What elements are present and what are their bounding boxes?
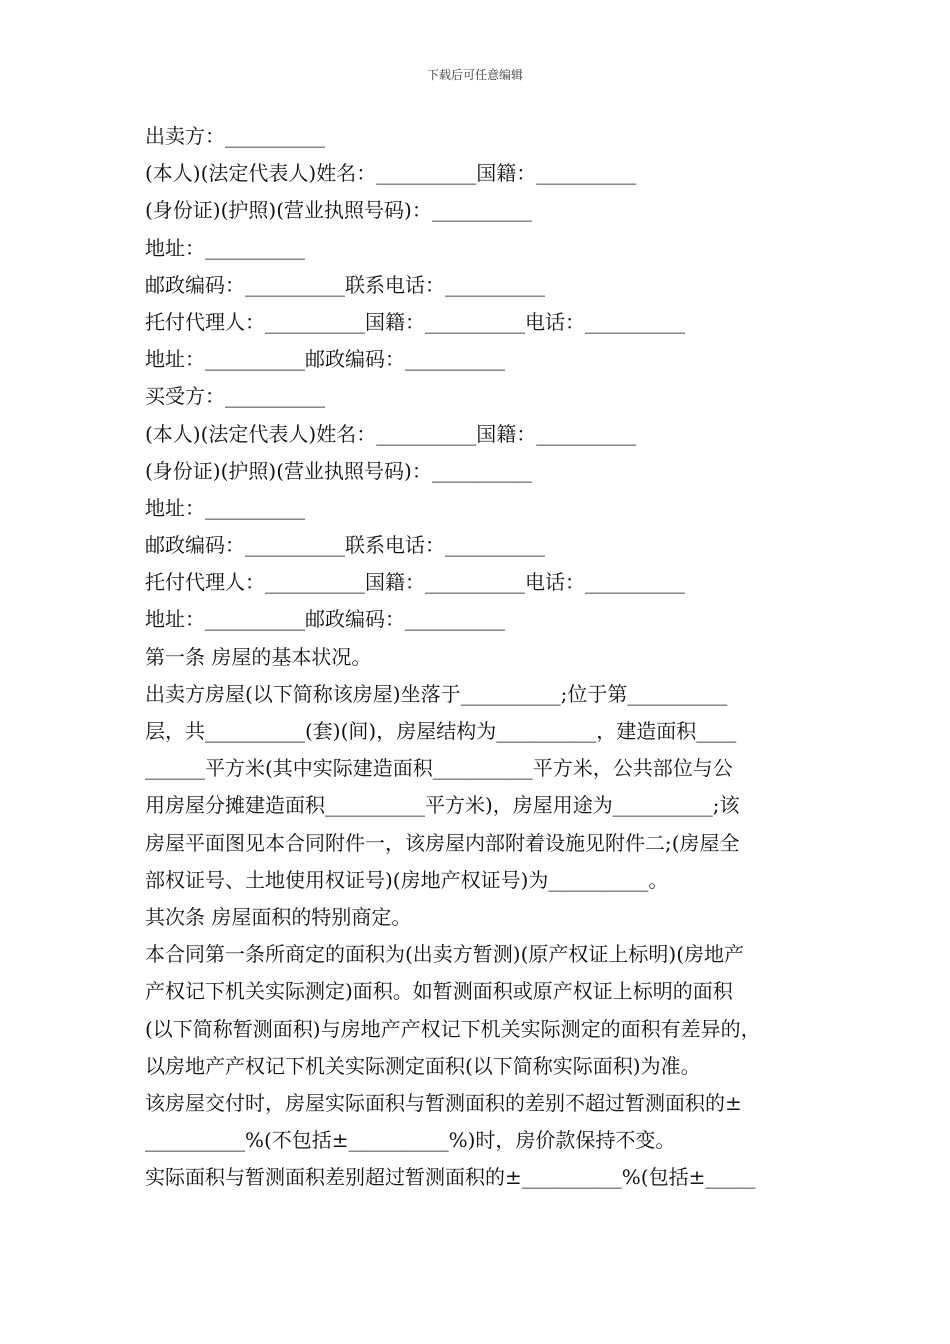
article-two-text-line: 产权记下机关实际测定)面积。如暂测面积或原产权证上标明的面积 [145,979,733,1004]
article-one-text-line: ______平方米(其中实际建造面积__________平方米，公共部位与公 [145,756,733,781]
buyer-id-line: (身份证)(护照)(营业执照号码)：__________ [145,458,532,483]
article-one-text-line: 出卖方房屋(以下简称该房屋)坐落于__________;位于第__________ [145,681,728,706]
article-one-text-line: 用房屋分摊建造面积__________平方米)，房屋用途为__________;该 [145,793,740,818]
article-one-text-line: 层，共__________(套)(间)，房屋结构为__________，建造面积____ [145,719,737,743]
seller-id-line: (身份证)(护照)(营业执照号码)：__________ [145,198,532,223]
buyer-agent-line: 托付代理人：__________国籍：__________电话：__________ [145,570,685,595]
article-two-heading: 其次条 房屋面积的特别商定。 [145,904,412,929]
document-body [145,118,815,1196]
seller-label-line: 出卖方：__________ [145,124,325,148]
buyer-agent-address-line: 地址：__________邮政编码：__________ [145,607,505,632]
article-two-text-line: 本合同第一条所商定的面积为(出卖方暂测)(原产权证上标明)(房地产 [145,942,745,967]
seller-agent-line: 托付代理人：__________国籍：__________电话：__________ [145,309,685,334]
buyer-address-line: 地址：__________ [145,495,305,520]
article-two-text-line: 以房地产产权记下机关实际测定面积(以下简称实际面积)为准。 [145,1053,701,1078]
article-one-text-line: 部权证号、土地使用权证号)(房地产权证号)为__________。 [145,867,669,892]
buyer-label-line: 买受方：__________ [145,384,325,409]
article-two-text-line: (以下简称暂测面积)与房地产产权记下机关实际测定的面积有差异的， [145,1016,761,1041]
seller-postal-phone-line: 邮政编码：__________联系电话：__________ [145,272,545,297]
seller-agent-address-line: 地址：__________邮政编码：__________ [145,347,505,372]
article-one-heading: 第一条 房屋的基本状况。 [145,644,372,669]
seller-name-nationality-line: (本人)(法定代表人)姓名：__________国籍：__________ [145,161,637,186]
article-two-text-line: 实际面积与暂测面积差别超过暂测面积的±__________%(包括±_____ [145,1165,756,1190]
seller-address-line: 地址：__________ [145,235,305,260]
page-header-note: 下载后可任意编辑 [426,68,523,82]
article-two-text-line: 该房屋交付时，房屋实际面积与暂测面积的差别不超过暂测面积的± [145,1090,742,1115]
article-two-text-line: __________%(不包括±__________%)时，房价款保持不变。 [145,1128,676,1153]
buyer-name-nationality-line: (本人)(法定代表人)姓名：__________国籍：__________ [145,421,637,446]
buyer-postal-phone-line: 邮政编码：__________联系电话：__________ [145,533,545,558]
article-one-text-line: 房屋平面图见本合同附件一，该房屋内部附着设施见附件二;(房屋全 [145,830,740,855]
